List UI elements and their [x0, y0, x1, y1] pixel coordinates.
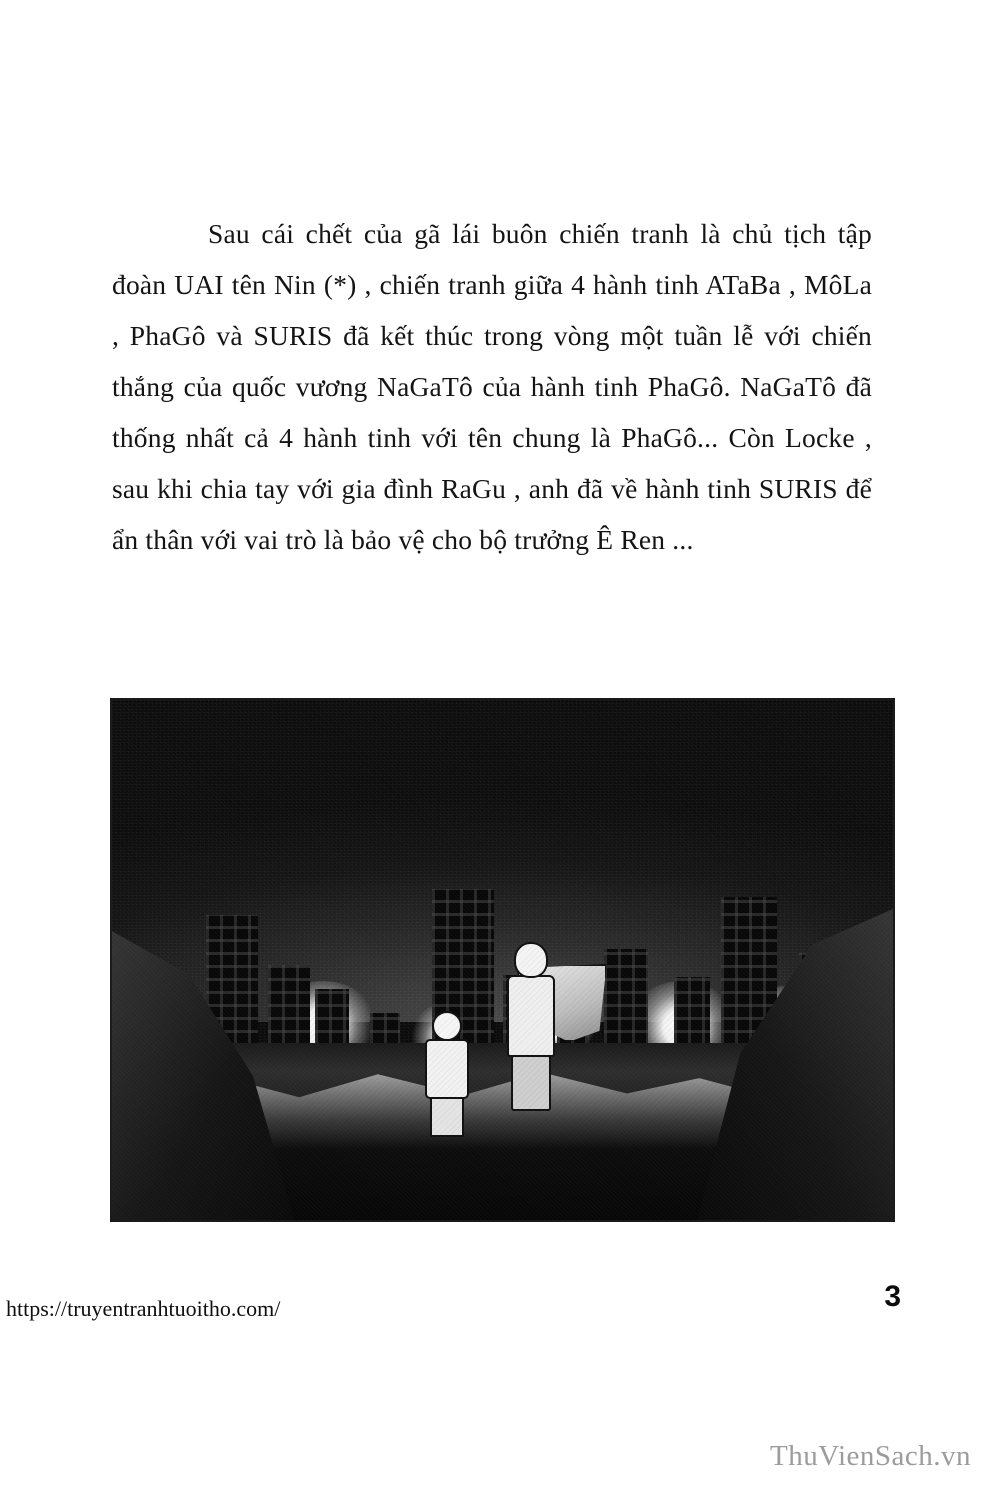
narration-paragraph: Sau cái chết của gã lái buôn chiến tranh là chủ tịch tập đoàn UAI tên Nin (*) , chiến tranh giữa 4 hành tinh ATaBa , MôLa , PhaGô và SURIS đã kết thúc trong vòng một tuần lễ với chiến thắng của quốc vương NaGaTô của hành tinh PhaGô. NaGaTô đã thống nhất cả 4 hành tinh với tên chung là PhaGô... Còn Locke , sau khi chia tay với gia đình RaGu , anh đã về hành tinh SURIS để ẩn thân với vai trò là bảo vệ cho bộ trưởng Ê Ren ...	[112, 218, 872, 555]
source-url[interactable]: https://truyentranhtuoitho.com/	[6, 1296, 281, 1321]
watermark: ThuVienSach.vn	[770, 1440, 971, 1472]
illustration-panel	[110, 698, 895, 1222]
figure-child	[417, 1011, 477, 1137]
child-legs	[430, 1097, 464, 1137]
child-torso	[425, 1039, 469, 1099]
adult-head	[514, 942, 548, 978]
narration-text-block	[112, 208, 872, 565]
figure-adult	[495, 942, 615, 1111]
adult-torso	[507, 975, 555, 1057]
child-head	[432, 1011, 462, 1041]
page-number: 3	[884, 1280, 901, 1313]
adult-legs	[511, 1055, 551, 1111]
